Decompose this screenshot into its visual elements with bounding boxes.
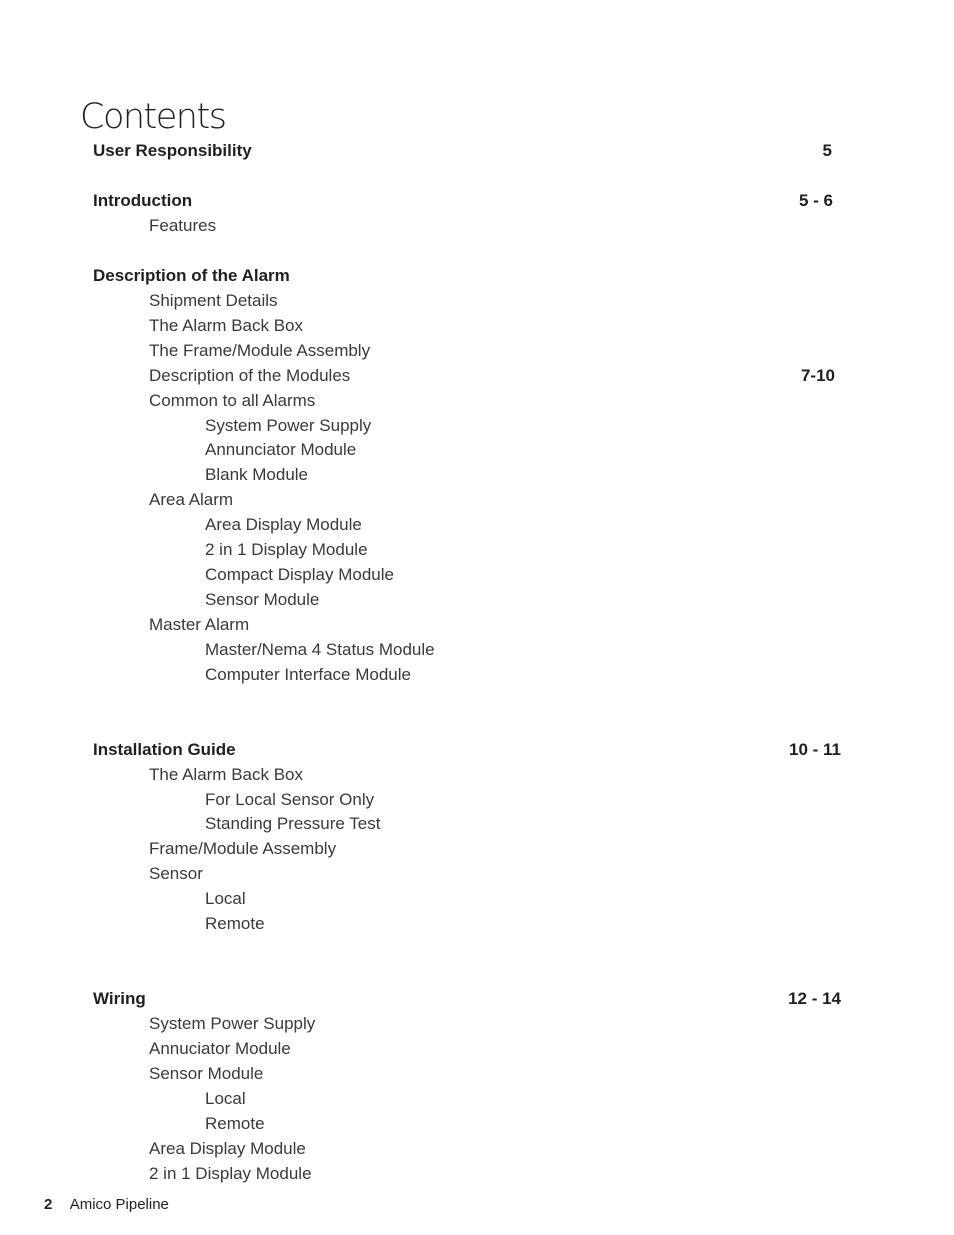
- toc-entry: Description of the Alarm: [93, 266, 290, 285]
- toc-entry: System Power Supply: [149, 1014, 316, 1033]
- toc-entry: Annuciator Module: [149, 1039, 291, 1058]
- footer-publisher: Amico Pipeline: [69, 1196, 169, 1213]
- toc-entry: The Frame/Module Assembly: [149, 341, 371, 360]
- toc-entry: 2 in 1 Display Module: [205, 540, 368, 559]
- toc-entry: Master Alarm: [149, 615, 250, 634]
- toc-entry: 2 in 1 Display Module: [149, 1164, 312, 1183]
- toc-entry: Sensor Module: [149, 1064, 264, 1083]
- toc-page-number: 12 - 14: [788, 989, 841, 1008]
- page-footer: [44, 1196, 169, 1213]
- toc-entry: For Local Sensor Only: [205, 790, 375, 809]
- toc-entry: Sensor Module: [205, 590, 320, 609]
- toc-entry: Common to all Alarms: [149, 391, 316, 410]
- toc-entry: Area Display Module: [205, 515, 362, 534]
- toc-page-number: 10 - 11: [789, 740, 841, 759]
- toc-entry: Wiring: [93, 989, 146, 1008]
- toc-entry: Area Display Module: [149, 1139, 306, 1158]
- toc-entry: Shipment Details: [149, 291, 278, 310]
- toc-entry: Blank Module: [205, 465, 309, 484]
- toc-page-number: 7-10: [800, 366, 835, 385]
- toc-entry: Remote: [205, 914, 265, 933]
- toc-entry: Area Alarm: [149, 490, 234, 509]
- toc-entry: Remote: [205, 1114, 265, 1133]
- toc-entry: Sensor: [149, 864, 203, 883]
- toc-page-number: 5: [822, 141, 832, 160]
- footer-page-number: 2: [44, 1196, 53, 1213]
- toc-entry: The Alarm Back Box: [149, 765, 304, 784]
- toc-entry: Annunciator Module: [205, 440, 357, 459]
- toc-entry: System Power Supply: [205, 416, 372, 435]
- toc-entry: Compact Display Module: [205, 565, 394, 584]
- toc-entry: Description of the Modules: [149, 366, 351, 385]
- toc-entry: Master/Nema 4 Status Module: [205, 640, 435, 659]
- toc-entry: The Alarm Back Box: [149, 316, 304, 335]
- toc-entry: Computer Interface Module: [205, 665, 411, 684]
- toc-entry: Features: [149, 216, 217, 235]
- toc-entry: Frame/Module Assembly: [149, 839, 337, 858]
- toc-entry: Local: [205, 889, 246, 908]
- toc-entry: Local: [205, 1089, 246, 1108]
- toc-entry: Standing Pressure Test: [205, 814, 381, 833]
- toc-entry: Introduction: [93, 191, 193, 210]
- toc-page-number: 5 - 6: [798, 191, 833, 210]
- toc-entry: User Responsibility: [93, 141, 252, 160]
- toc-entry: Installation Guide: [93, 740, 236, 759]
- page-title: Contents: [80, 97, 226, 138]
